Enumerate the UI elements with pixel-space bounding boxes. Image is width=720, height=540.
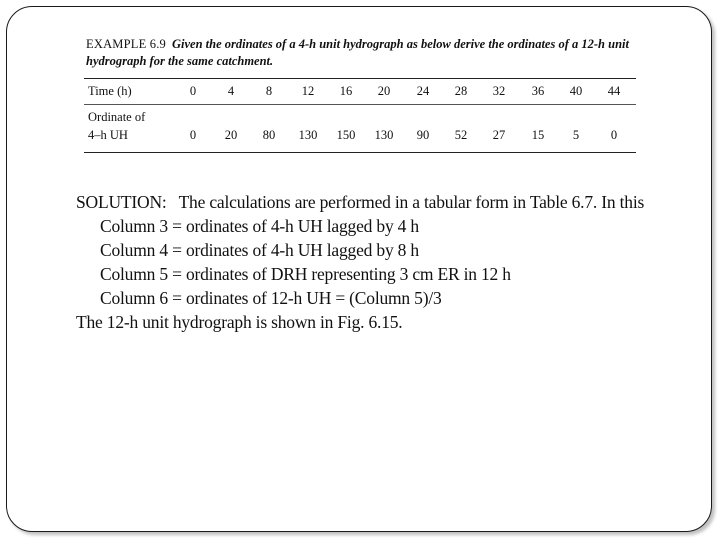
ordinate-cell: 0	[610, 128, 618, 142]
table-bottom-rule	[84, 152, 636, 153]
solution-line: Column 5 = ordinates of DRH representing 3 cm ER in 12 h	[100, 264, 511, 284]
time-cell: 44	[607, 84, 621, 98]
example-label: EXAMPLE 6.9	[86, 37, 166, 51]
ordinate-cell: 5	[572, 128, 580, 142]
ordinate-cell: 130	[374, 128, 394, 142]
ordinate-cell: 27	[492, 128, 506, 142]
solution-line: Column 4 = ordinates of 4-h UH lagged by 8 h	[100, 240, 419, 260]
solution-intro: The calculations are performed in a tabular form in Table 6.7. In this	[178, 192, 645, 212]
time-cell: 24	[416, 84, 430, 98]
ordinate-cell: 80	[262, 128, 276, 142]
time-row	[0, 84, 720, 102]
ordinate-cell: 90	[416, 128, 430, 142]
ordinate-cell: 130	[298, 128, 318, 142]
solution-label: SOLUTION:	[76, 192, 167, 212]
example-statement	[86, 36, 642, 70]
ordinate-cell: 150	[336, 128, 356, 142]
example-text: Given the ordinates of a 4-h unit hydrograph as below derive the ordinates of a 12-h unit hydrograph for the same catchment.	[86, 37, 629, 68]
time-cell: 28	[454, 84, 468, 98]
ordinate-row-label-line2: 4–h UH	[88, 128, 128, 142]
solution-closing: The 12-h unit hydrograph is shown in Fig. 6.15.	[76, 312, 403, 332]
time-cell: 40	[569, 84, 583, 98]
time-cell: 4	[227, 84, 235, 98]
time-cell: 36	[531, 84, 545, 98]
solution-line: Column 3 = ordinates of 4-h UH lagged by 4 h	[100, 216, 419, 236]
time-cell: 12	[301, 84, 315, 98]
time-cell: 16	[339, 84, 353, 98]
ordinate-row	[0, 128, 720, 146]
time-cell: 20	[377, 84, 391, 98]
ordinate-cell: 0	[189, 128, 197, 142]
ordinate-cell: 15	[531, 128, 545, 142]
ordinate-label-row	[0, 110, 720, 128]
solution-block	[76, 190, 676, 334]
time-cell: 32	[492, 84, 506, 98]
ordinate-cell: 52	[454, 128, 468, 142]
solution-line: Column 6 = ordinates of 12-h UH = (Column 5)/3	[100, 288, 442, 308]
time-cell: 0	[189, 84, 197, 98]
ordinate-cell: 20	[224, 128, 238, 142]
time-cell: 8	[265, 84, 273, 98]
table-top-rule	[84, 78, 636, 79]
time-row-label: Time (h)	[88, 84, 132, 98]
ordinate-row-label-line1: Ordinate of	[88, 110, 146, 124]
table-middle-rule	[84, 104, 636, 105]
solution-intro-line	[76, 190, 676, 214]
